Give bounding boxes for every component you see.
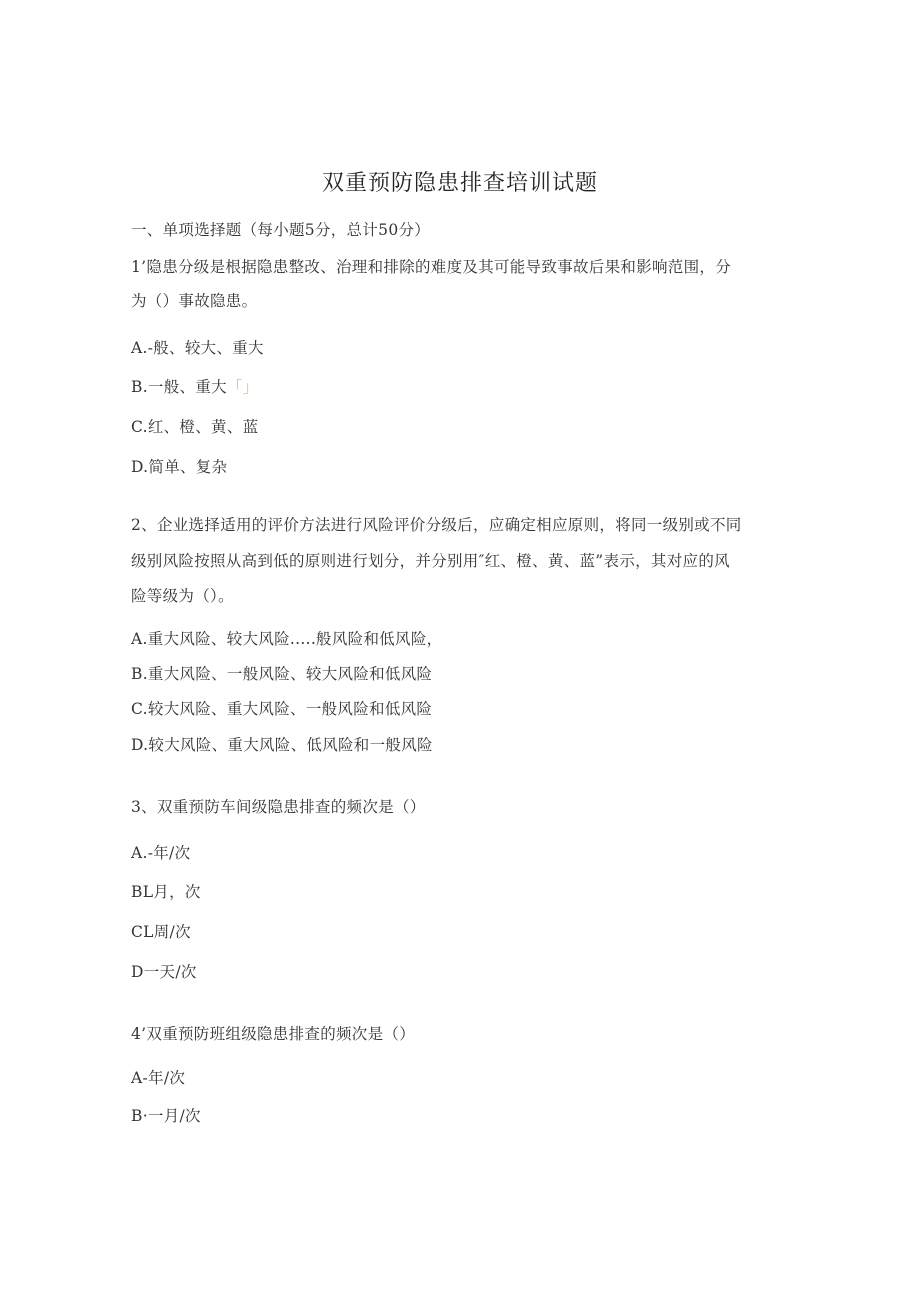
question-3-option-c: CL周/次 [131,923,191,941]
question-1-option-d: D.简单、复杂 [131,458,228,476]
question-2-option-b: B.重大风险、一般风险、较大风险和低风险 [131,665,433,683]
question-4-option-a: A-年/次 [131,1069,186,1087]
question-2-option-c: C.较大风险、重大风险、一般风险和低风险 [131,700,433,718]
question-3-option-d: D一天/次 [131,963,197,981]
question-3-stem: 3、双重预防车间级隐患排查的频次是（） [131,798,426,816]
question-4-stem: 4’双重预防班组级隐患排查的频次是（） [131,1025,415,1043]
question-1-option-b [131,375,259,397]
question-2-stem-line-2: 级别风险按照从高到低的原则进行划分，并分别用″红、橙、黄、蓝”表示，其对应的风 [131,552,730,570]
question-1-stem-line-1: 1’隐患分级是根据隐患整改、治理和排除的难度及其可能导致事故后果和影响范围，分 [131,258,731,276]
question-3-option-b: BL月，次 [131,883,201,901]
question-2-stem-line-3: 险等级为（）。 [131,587,234,605]
section-heading: 一、单项选择题（每小题5分，总计50分） [131,221,431,239]
question-2-stem-line-1: 2、企业选择适用的评价方法进行风险评价分级后，应确定相应原则，将同一级别或不同 [131,516,742,534]
question-1-stem-line-2: 为（）事故隐患。 [131,292,258,310]
page-title: 双重预防隐患排查培训试题 [321,171,598,196]
question-2-option-a: A.重大风险、较大风险.....般风险和低风险， [131,630,443,648]
question-1-option-b-text: B.一般、重大 [131,378,227,396]
question-1-option-c: C.红、橙、黄、蓝 [131,418,259,436]
question-2-option-d: D.较大风险、重大风险、低风险和一般风险 [131,736,433,754]
question-3-option-a: A.-年/次 [131,844,191,862]
question-1-option-b-mark: 「」 [226,378,259,396]
question-1-option-a: A.-般、较大、重大 [131,339,264,357]
question-4-option-b: B·一月/次 [131,1107,201,1125]
